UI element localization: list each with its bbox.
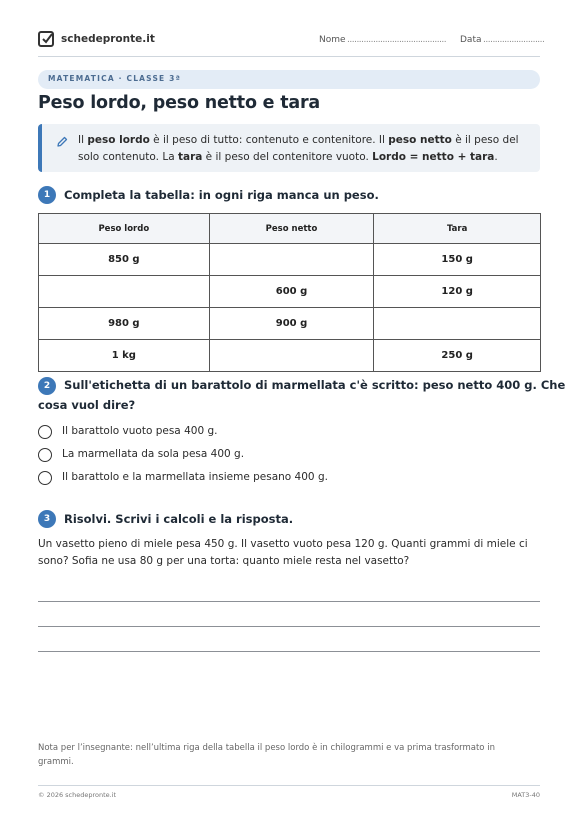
- name-field[interactable]: ..........................................: [347, 35, 447, 45]
- answer-line-2[interactable]: [38, 626, 540, 627]
- page-title: Peso lordo, peso netto e tara: [38, 93, 321, 113]
- option-2-radio[interactable]: [38, 448, 52, 462]
- answer-line-1[interactable]: [38, 601, 540, 602]
- table-row: [39, 244, 541, 276]
- info-text: Il peso lordo è il peso di tutto: contenuto e contenitore. Il peso netto è il peso del solo contenuto. La tara è il peso del contenitore vuoto. Lordo = netto + tara.: [78, 134, 519, 163]
- table-row: [39, 340, 541, 372]
- date-label: Data: [460, 35, 482, 45]
- table-cell: 250 g: [374, 340, 541, 372]
- problem-text: Un vasetto pieno di miele pesa 450 g. Il vasetto vuoto pesa 120 g. Quanti grammi di miele ci sono? Sofia ne usa 80 g per una torta: quanto miele resta nel vasetto?: [38, 538, 528, 567]
- pencil-icon: [56, 136, 68, 148]
- question-3-number: 3: [38, 510, 56, 528]
- brand-name: schedepronte.it: [61, 33, 155, 45]
- question-2-text-line2: cosa vuol dire?: [38, 398, 136, 412]
- answer-cell[interactable]: [374, 308, 541, 340]
- question-2-number: 2: [38, 377, 56, 395]
- question-1-text: Completa la tabella: in ogni riga manca un peso.: [64, 188, 379, 202]
- info-box: [38, 124, 540, 172]
- subject-pill: [38, 70, 540, 89]
- logo-checkbox-icon: [38, 31, 54, 47]
- table-row: [39, 276, 541, 308]
- header-divider: [38, 56, 540, 57]
- name-label: Nome: [319, 35, 346, 45]
- question-2-text-line1: Sull'etichetta di un barattolo di marmellata c'è scritto: peso netto 400 g. Che: [64, 378, 566, 392]
- option-2-label: La marmellata da sola pesa 400 g.: [62, 448, 245, 460]
- answer-cell[interactable]: [209, 340, 374, 372]
- teacher-note: Nota per l’insegnante: nell’ultima riga della tabella il peso lordo è in chilogrammi e va prima trasformato in grammi.: [38, 743, 495, 767]
- answer-cell[interactable]: [39, 276, 210, 308]
- table-cell: 600 g: [209, 276, 374, 308]
- header-tara: Tara: [374, 214, 541, 244]
- option-3-radio[interactable]: [38, 471, 52, 485]
- answer-line-3[interactable]: [38, 651, 540, 652]
- weights-table: [38, 213, 541, 372]
- header-peso-netto: Peso netto: [209, 214, 374, 244]
- table-header-row: [39, 214, 541, 244]
- footer-divider: [38, 785, 540, 786]
- subject-label: MATEMATICA · CLASSE 3ª: [48, 74, 182, 83]
- date-field[interactable]: ..........................: [483, 35, 545, 45]
- table-cell: 900 g: [209, 308, 374, 340]
- question-3-text: Risolvi. Scrivi i calcoli e la risposta.: [64, 512, 294, 526]
- question-1-number: 1: [38, 186, 56, 204]
- option-1-radio[interactable]: [38, 425, 52, 439]
- table-row: [39, 308, 541, 340]
- header-peso-lordo: Peso lordo: [39, 214, 210, 244]
- option-1-label: Il barattolo vuoto pesa 400 g.: [62, 425, 218, 437]
- footer-copyright: © 2026 schedepronte.it: [38, 791, 117, 799]
- footer-code: MAT3-40: [511, 791, 540, 799]
- table-cell: 150 g: [374, 244, 541, 276]
- table-cell: 850 g: [39, 244, 210, 276]
- answer-cell[interactable]: [209, 244, 374, 276]
- table-cell: 1 kg: [39, 340, 210, 372]
- option-3-label: Il barattolo e la marmellata insieme pesano 400 g.: [62, 471, 328, 483]
- table-cell: 980 g: [39, 308, 210, 340]
- table-cell: 120 g: [374, 276, 541, 308]
